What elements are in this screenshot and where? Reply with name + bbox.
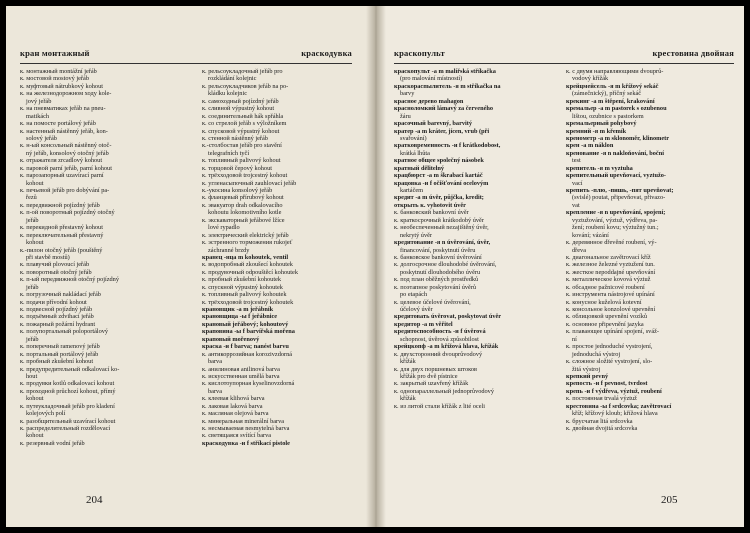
dictionary-entry-line: к. банковский bankovní úvěr — [394, 209, 469, 217]
dictionary-entry-line: jový jeřáb — [26, 97, 52, 105]
dictionary-entry-line: účelový úvěr — [400, 306, 433, 313]
dictionary-entry-line: кремальер -а m pastorek s ozubenou — [566, 105, 667, 113]
dictionary-entry-line: к. пожарный požární hydrant — [20, 320, 96, 328]
dictionary-entry-line: к. подъёмный zdvihací jeřáb — [20, 313, 94, 321]
dictionary-entry-line: к. сложное složité vystrojení, slo- — [566, 358, 653, 366]
dictionary-entry-line: крепление -я n upevňování, spojení; — [566, 209, 666, 217]
dictionary-entry-line: красное дерево mahagon — [394, 97, 464, 105]
dictionary-entry-line: крекинг -а m štěpení, krakování — [566, 97, 655, 105]
dictionary-entry-line: (svislé) poutat, připevňovat, přivazo- — [572, 194, 666, 202]
dictionary-entry-line: к. перекидной přestavný kohout — [20, 224, 103, 232]
dictionary-entry-line: к. с двумя направляющими dvouprů- — [566, 68, 664, 75]
dictionary-entry-line: крепить -плю, -пишь, -пят upevňovat; — [566, 187, 674, 194]
dictionary-entry-line: financování, poskytnutí úvěru — [400, 246, 476, 254]
dictionary-entry-line: kohout — [26, 239, 44, 247]
dictionary-entry-line: к. железное železné vyztužení tun. — [566, 261, 655, 269]
dictionary-entry-line: к. на железнодорожном ходу kole- — [20, 90, 112, 98]
dictionary-entry-line: к. для двух поршневых штоков — [394, 365, 477, 373]
dictionary-entry-line: к. путеукладочный jeřáb pro kladení — [20, 402, 115, 410]
dictionary-entry-line: к. жесткое nepoddajné upevňování — [566, 268, 656, 276]
dictionary-entry-line: к. однопараллельный jednoprůvodový — [394, 387, 494, 395]
dictionary-entry-line: к. подачи přívodní kohout — [20, 298, 87, 306]
dictionary-entry-line: svařování) — [400, 134, 427, 142]
book-spread — [6, 6, 744, 527]
dictionary-entry-line: žení; roubení kovu; výztužný tun.; — [572, 224, 659, 232]
dictionary-entry-line: к. поворотный otočný jeřáb — [20, 268, 92, 276]
left-header-guide-word-last: краскодувка — [301, 48, 352, 58]
dictionary-entry-line: к. трёхходовой trojcestný kohout — [202, 172, 288, 180]
right-page-header — [376, 48, 744, 62]
dictionary-entry-line: к. консольное konzolové upevnění — [566, 306, 656, 313]
right-page-column-2 — [566, 68, 714, 432]
dictionary-entry-line: nekrytý úvěr — [400, 231, 432, 239]
dictionary-entry-line: dřeva — [572, 246, 586, 254]
dictionary-entry-line: к. на помосте portálový jeřáb — [20, 120, 96, 128]
dictionary-entry-line: (pro malování místností) — [400, 75, 463, 83]
dictionary-entry-line: крейцкопф -а m křížová hlava, křížák — [394, 343, 499, 351]
dictionary-entry-line: красноломкий lámavý za červeného — [394, 105, 494, 113]
dictionary-entry-line: к. экскаваторный jeřábové lžíce — [202, 216, 285, 224]
dictionary-entry-line: к. парозапорный uzavírací parní — [20, 172, 104, 180]
dictionary-entry-line: краска -и f barva; nanést barvu — [202, 343, 289, 351]
dictionary-entry-line: jednoduchá výstroj — [572, 350, 621, 358]
dictionary-entry-line: крановый jeřábový; kohoutový — [202, 320, 289, 328]
dictionary-entry-line: к. из литой стали křížák z lité oceli — [394, 402, 486, 410]
dictionary-entry-line: к. водопробный zkoušecí kohoutek — [202, 261, 293, 269]
dictionary-entry-line: к. эвакуатор drah odkalovacího — [202, 201, 283, 209]
dictionary-entry-line: krátká lhůta — [400, 149, 430, 157]
dictionary-entry-line: крепкий pevný — [566, 372, 609, 380]
dictionary-entry-line: кредитоспособность -и f úvěrová — [394, 328, 486, 336]
dictionary-entry-line: к. под план oběžných prostředků — [394, 276, 479, 284]
dictionary-entry-line: крановщица -ы f jeřábnice — [202, 313, 278, 321]
dictionary-entry-line: к. электрический elektrický jeřáb — [202, 231, 289, 239]
dictionary-entry-line: к. полупортальный poloportálový — [20, 328, 109, 336]
dictionary-entry-line: кратковременность -и f krátkodobost, — [394, 142, 501, 150]
dictionary-entry-line: к. масляная olejová barva — [202, 410, 269, 418]
dictionary-entry-line: крепь -и f výdřeva, výztuž, roubení — [566, 387, 662, 395]
dictionary-entry-line: красочный barevný, barvitý — [394, 120, 473, 128]
dictionary-entry-line: к. угленасыпочный zauhlovací jeřáb — [202, 179, 297, 187]
dictionary-entry-line: к. мостовой mostový jeřáb — [20, 75, 89, 83]
dictionary-entry-line: barva — [208, 358, 222, 366]
dictionary-entry-line: к. передвижной pojízdný jeřáb — [20, 201, 100, 209]
dictionary-entry-line: к. двухсторонний dvouprůvodový — [394, 350, 483, 358]
dictionary-entry-line: кремальерный pohybový — [566, 120, 637, 128]
dictionary-entry-line: к. краткосрочный krátkodobý úvěr — [394, 216, 484, 224]
dictionary-entry-line: к. монтажный montážní jeřáb — [20, 68, 97, 75]
dictionary-entry-line: vyztužování, výztuž, výdřeva, pa- — [572, 216, 658, 224]
dictionary-entry-line: к. погрузочный nakládací jeřáb — [20, 291, 101, 299]
dictionary-entry-line: к. несмываемая nesmytelná barva — [202, 425, 290, 432]
dictionary-entry-line: к. п-ой поворотный pojízdný otočný — [20, 209, 115, 217]
dictionary-entry-line: žáru — [400, 112, 411, 120]
dictionary-entry-line: к. переключательный přestavný — [20, 231, 104, 239]
dictionary-entry-line: к. банковское bankovní úvěrování — [394, 253, 482, 261]
left-header-guide-word-first: кран монтажный — [20, 48, 90, 58]
dictionary-entry-line: kříž; křížový kloub; křížová hlava — [572, 410, 658, 418]
dictionary-entry-line: к. муфтовый nátrubkový kohout — [20, 82, 103, 90]
right-header-guide-word-first: краскопульт — [394, 48, 445, 58]
dictionary-entry-line: к. н-ый консольный nástěnný otoč- — [20, 142, 112, 150]
dictionary-entry-line: kohout — [26, 395, 44, 403]
dictionary-entry-line: к. металлическое kovová výztuž — [566, 276, 651, 284]
dictionary-entry-line: jeřáb — [26, 283, 39, 291]
dictionary-entry-line: к. лаковая laková barva — [202, 402, 263, 410]
dictionary-entry-line: křížák — [400, 395, 416, 403]
left-page-column-1 — [20, 68, 168, 447]
dictionary-entry-line: к. двойная dvojitá srdcovka — [566, 425, 638, 432]
dictionary-entry-line: к. со стрелой jeřáb s výložníkem — [202, 120, 287, 128]
dictionary-entry-line: к. торцовой čepový kohout — [202, 164, 272, 172]
dictionary-entry-line: к. печьевой jeřáb pro dobývání pa- — [20, 187, 110, 194]
dictionary-entry-line: к. закрытый uzavřený křížák — [394, 380, 469, 388]
right-page — [376, 6, 744, 527]
dictionary-entry-line: кранец -нца m kohoutek, ventil — [202, 253, 289, 261]
dictionary-entry-line: краскопульт -а m malířská stříkačka — [394, 68, 496, 75]
dictionary-entry-line: к. светящаяся svítící barva — [202, 432, 272, 440]
dictionary-entry-line: к.-пилон otočný jeřáb (pouštěný — [20, 246, 103, 254]
dictionary-entry-line: vat — [572, 201, 580, 209]
dictionary-entry-line: к. пробный zkušební kohout — [20, 358, 94, 366]
dictionary-entry-line: žitá výstroj — [572, 365, 601, 373]
dictionary-entry-line: matikách — [26, 112, 50, 120]
dictionary-entry-line: kohoutu lokomotivního kotle — [208, 209, 282, 217]
dictionary-entry-line: к. основное připevnění jazyka — [566, 320, 644, 328]
dictionary-entry-line: к. рельсоукладчиков jeřáb na po- — [202, 82, 289, 90]
dictionary-entry-line: к. плавучий plovoucí jeřáb — [20, 261, 90, 269]
dictionary-entry-line: lové rypadlo — [208, 224, 240, 232]
dictionary-entry-line: к. самоходный pojízdný jeřáb — [202, 97, 279, 105]
left-page — [6, 6, 374, 527]
book-gutter — [366, 6, 386, 527]
right-page-number: 205 — [661, 494, 678, 506]
dictionary-entry-line: к. поэтапное poskytování úvěrů — [394, 283, 477, 291]
dictionary-entry-line: к. диагональное zavětrovací kříž — [566, 253, 651, 261]
dictionary-entry-line: к. долгосрочное dlouhodobé úvěrování, — [394, 261, 497, 269]
dictionary-entry-line: к. топливный palivový kohoutek — [202, 291, 287, 299]
dictionary-entry-line: к. облицовкой upevnění vozíků — [566, 313, 648, 321]
dictionary-entry-line: кредитор -а m věřitel — [394, 320, 453, 328]
dictionary-entry-line: крацбюрст -а m škrabací kartáč — [394, 172, 483, 180]
dictionary-entry-line: telegrafních tyčí — [208, 149, 250, 157]
dictionary-entry-line: к. подвесной pojízdný jeřáb — [20, 306, 93, 313]
dictionary-entry-line: ní — [572, 335, 577, 343]
dictionary-entry-line: při stavbě mostů) — [26, 253, 70, 261]
dictionary-entry-line: jeřáb — [26, 335, 39, 343]
dictionary-entry-line: solový jeřáb — [26, 134, 57, 142]
dictionary-entry-line: к. минеральная minerální barva — [202, 417, 285, 425]
dictionary-entry-line: kolejových polí — [26, 410, 66, 418]
dictionary-entry-line: к. паровой parní jeřáb, parní kohout — [20, 164, 112, 172]
dictionary-entry-line: к. разобщительный uzavírací kohout — [20, 417, 116, 425]
dictionary-entry-line: к. постоянная trvalá výztuž — [566, 395, 637, 403]
right-header-rule — [394, 63, 734, 64]
dictionary-entry-line: kování; vázání — [572, 231, 609, 239]
dictionary-entry-line: кредитовать úvěrovat, poskytovat úvěr — [394, 313, 502, 321]
dictionary-entry-line: barva — [208, 387, 222, 395]
dictionary-entry-line: краповина -ы f barvířská mořena — [202, 328, 295, 336]
left-page-header — [6, 48, 374, 62]
dictionary-entry-line: kládku kolejnic — [208, 90, 247, 98]
dictionary-entry-line: к. соединительный hák spřáhla — [202, 112, 284, 120]
dictionary-entry-line: hout — [26, 372, 38, 380]
dictionary-entry-line: кренометр -а m sklonoměr, klinometr — [566, 134, 670, 142]
dictionary-entry-line: к. портальный portálový jeřáb — [20, 350, 99, 358]
dictionary-entry-line: крен -а m náklon — [566, 142, 614, 150]
dictionary-entry-line: к. инструмента nástrojové upínání — [566, 291, 655, 299]
dictionary-entry-line: к. п-ый передвижной otočný pojízdný — [20, 276, 119, 284]
dictionary-entry-line: к. отражателя zrcadlový kohout — [20, 157, 103, 165]
dictionary-entry-line: к. антикоррозийная korozivzdorná — [202, 350, 293, 358]
dictionary-entry-line: vací — [572, 179, 583, 187]
dictionary-entry-line: краскораспылитель -я m stříkačka na — [394, 82, 501, 90]
dictionary-entry-line: к. целевое účelové úvěrování, — [394, 298, 471, 306]
dictionary-entry-line: к. обсадное pažnicové roubení — [566, 283, 645, 291]
dictionary-entry-line: к. стенной nástěnný jeřáb — [202, 134, 268, 142]
right-page-column-1 — [394, 68, 542, 410]
dictionary-entry-line: к. необеспеченный nezajištěný úvěr, — [394, 224, 489, 232]
dictionary-entry-line: к. пробный zkušební kohoutek — [202, 276, 282, 284]
dictionary-entry-line: rozkládání kolejnic — [208, 75, 257, 83]
dictionary-entry-line: открыть к. vyhotovit úvěr — [394, 201, 466, 209]
dictionary-entry-line: křížák pro dvě pístnice — [400, 372, 458, 380]
dictionary-entry-line: кратер -а m kráter, jícen, vrub (při — [394, 127, 490, 135]
dictionary-entry-line: краповый mořenový — [202, 335, 260, 343]
dictionary-entry-line: jeřáb — [26, 216, 39, 224]
dictionary-entry-line: kohout — [26, 432, 44, 440]
dictionary-entry-line: к. плавающее upínání spojení, sváž- — [566, 328, 660, 336]
dictionary-entry-line: краскодувка -и f stříkací pistole — [202, 439, 290, 447]
dictionary-entry-line: к. эстренного торможения rukojeť — [202, 239, 293, 247]
dictionary-entry-line: к. на пневматиках jeřáb na pneu- — [20, 105, 106, 113]
dictionary-entry-line: крановщик -а m jeřábník — [202, 306, 274, 313]
dictionary-entry-line: кратный dělitelný — [394, 164, 445, 172]
dictionary-entry-line: к. брусчатая litá srdcovka — [566, 417, 633, 425]
dictionary-entry-line: крейцмейсель -я m křížový sekáč — [566, 82, 659, 90]
dictionary-entry-line: к.-укосина konsolový jeřáb — [202, 187, 273, 194]
dictionary-entry-line: ný jeřáb, konsolový otočný jeřáb — [26, 149, 109, 157]
dictionary-entry-line: poskytnutí dlouhodobého úvěru — [400, 268, 481, 276]
left-page-column-2 — [202, 68, 350, 447]
dictionary-entry-line: lištou, ozubnice s pastorkem — [572, 112, 644, 120]
dictionary-entry-line: barvy — [400, 90, 415, 98]
dictionary-entry-line: к. сливной výpustný kohout — [202, 105, 275, 113]
dictionary-entry-line: к. предупредительный odkalovací ko- — [20, 365, 120, 373]
dictionary-entry-line: к. фланцевый přírubový kohout — [202, 194, 284, 202]
dictionary-entry-line: к. искусственная umělá barva — [202, 372, 280, 380]
dictionary-entry-line: schopnost, úvěrová způsobilost — [400, 335, 479, 343]
dictionary-entry-line: крепость -и f pevnost, tvrdost — [566, 380, 648, 388]
dictionary-entry-line: кредитование -я n úvěrování, úvěr, — [394, 239, 491, 247]
dictionary-entry-line: к. деревянное dřevěné roubení, vý- — [566, 239, 657, 247]
right-header-guide-word-last: крестовина двойная — [652, 48, 734, 58]
dictionary-entry-line: к. распределительный rozdělovací — [20, 425, 111, 432]
dictionary-entry-line: крестовина -ы f srdcovka; zavětrovací — [566, 402, 672, 410]
dictionary-entry-line: к. проходной průchozí kohout, přímý — [20, 387, 116, 395]
dictionary-entry-line: к.-столбостав jeřáb pro stavění — [202, 142, 282, 150]
dictionary-entry-line: (zámečnický), příčný sekáč — [572, 90, 642, 98]
dictionary-entry-line: к. рельсоукладочный jeřáb pro — [202, 68, 283, 75]
dictionary-entry-line: кратное общее společný násobek — [394, 157, 484, 165]
dictionary-entry-line: к. клеевая klihová barva — [202, 395, 265, 403]
dictionary-entry-line: к. анилиновая anilinová barva — [202, 365, 280, 373]
dictionary-entry-line: к. топливный palivový kohout — [202, 157, 281, 165]
dictionary-entry-line: к. настенный nástěnný jeřáb, kon- — [20, 127, 108, 135]
dictionary-entry-line: кредит -а m úvěr, půjčka, kredit; — [394, 194, 484, 202]
dictionary-entry-line: vodový křížák — [572, 75, 609, 83]
dictionary-entry-line: test — [572, 157, 581, 165]
dictionary-entry-line: záchranné brzdy — [208, 246, 250, 254]
dictionary-entry-line: к. резервный vodní jeřáb — [20, 439, 85, 447]
dictionary-entry-line: к. конусное kuželová kotevní — [566, 298, 642, 306]
dictionary-entry-line: křížák — [400, 358, 416, 366]
dictionary-entry-line: к. простое jednoduché vystrojení, — [566, 343, 653, 351]
left-page-number: 204 — [86, 494, 103, 506]
dictionary-entry-line: řezů — [26, 194, 37, 202]
dictionary-entry-line: po etapách — [400, 291, 428, 299]
dictionary-entry-line: kohout — [26, 179, 44, 187]
dictionary-entry-line: к. спускной výpustný kohoutek — [202, 283, 283, 291]
dictionary-entry-line: крацовка -и f očišťování ocelovým — [394, 179, 489, 187]
dictionary-entry-line: кремний -я m křemík — [566, 127, 627, 135]
dictionary-entry-line: крепительный upevňovací, vyztužo- — [566, 172, 666, 180]
dictionary-entry-line: крепитель -я m vyztuha — [566, 164, 633, 172]
dictionary-entry-line: к. трёхходовой trojcestný kohoutek — [202, 298, 294, 306]
dictionary-entry-line: к. спусковой výpustný kohout — [202, 127, 280, 135]
dictionary-entry-line: kartáčem — [400, 187, 424, 194]
left-header-rule — [20, 63, 352, 64]
dictionary-entry-line: к. кислотоупорная kyselinovzdorná — [202, 380, 295, 388]
dictionary-entry-line: кренование -я n nakloňování, boční — [566, 149, 664, 157]
dictionary-entry-line: к. поперечный ramenový jeřáb — [20, 343, 100, 351]
dictionary-entry-line: к. продувочный odpouštěcí kohoutek — [202, 268, 298, 276]
dictionary-entry-line: к. продувки kotlů odkalovací kohout — [20, 380, 115, 388]
